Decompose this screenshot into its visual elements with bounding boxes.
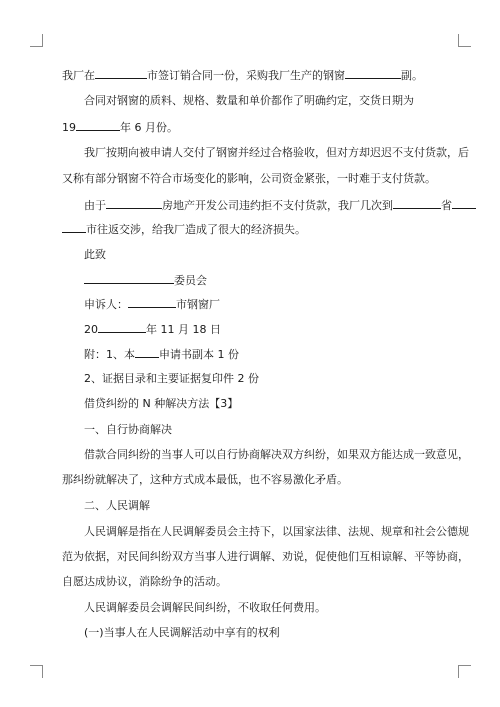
- blank-field: [452, 197, 476, 209]
- text-line-5: 又称有部分钢窗不符合市场变化的影响，公司资金紧张，一时难于支付货款。: [62, 172, 436, 185]
- blank-field: [393, 197, 441, 209]
- blank-field: [98, 321, 146, 333]
- text-line-10: [62, 296, 438, 313]
- text-line-11: [62, 321, 438, 338]
- text-segment: 年 11 月 18 日: [146, 323, 221, 336]
- text-line-7: [62, 221, 438, 238]
- text-line-17: 那纠纷就解决了，这种方式成本最低，也不容易激化矛盾。: [62, 473, 348, 486]
- text-segment: 附：1、本: [84, 348, 135, 361]
- text-segment: 申诉人：: [84, 298, 128, 311]
- text-line-21: 自愿达成协议，消除纷争的活动。: [62, 575, 227, 588]
- blank-field: [84, 272, 174, 284]
- crop-mark-top-left: [30, 34, 43, 47]
- crop-mark-top-right: [458, 34, 471, 47]
- blank-field: [76, 119, 120, 131]
- text-line-19: 人民调解是指在人民调解委员会主持下，以国家法律、法规、规章和社会公德规: [84, 525, 469, 538]
- text-line-18: 二、人民调解: [84, 499, 150, 512]
- text-segment: 市钢窗厂: [176, 298, 220, 311]
- blank-field: [95, 67, 147, 79]
- text-line-16: 借款合同纠纷的当事人可以自行协商解决双方纠纷，如果双方能达成一致意见，: [84, 448, 469, 461]
- text-segment: 20: [84, 323, 98, 336]
- text-line-6: [62, 197, 452, 214]
- blank-field: [62, 221, 86, 233]
- text-segment: 市往返交涉，给我厂造成了很大的经济损失。: [86, 223, 306, 236]
- text-segment: 由于: [84, 199, 106, 212]
- text-line-2: 合同对钢窗的质料、规格、数量和单价都作了明确约定，交货日期为: [84, 94, 414, 107]
- text-line-13: 2、证据目录和主要证据复印件 2 份: [84, 372, 259, 385]
- text-line-8: 此致: [84, 248, 106, 261]
- text-line-3: [62, 119, 438, 136]
- text-line-15: 一、自行协商解决: [84, 423, 172, 436]
- blank-field: [106, 197, 162, 209]
- blank-field: [128, 296, 176, 308]
- crop-mark-bottom-left: [30, 665, 43, 678]
- crop-mark-bottom-right: [458, 665, 471, 678]
- text-line-14: 借贷纠纷的 N 种解决方法【3】: [84, 397, 239, 410]
- text-line-4: 我厂按期向被申请人交付了钢窗并经过合格验收，但对方却迟迟不支付货款，后: [84, 146, 469, 159]
- text-segment: 申请书副本 1 份: [159, 348, 239, 361]
- text-segment: 我厂在: [62, 69, 95, 82]
- text-segment: 委员会: [174, 274, 207, 287]
- text-line-1: [62, 67, 438, 84]
- text-line-22: 人民调解委员会调解民间纠纷，不收取任何费用。: [84, 601, 326, 614]
- text-segment: 市签订销合同一份，采购我厂生产的钢窗: [147, 69, 345, 82]
- blank-field: [345, 67, 401, 79]
- text-line-12: [62, 346, 438, 363]
- blank-field: [135, 346, 159, 358]
- text-segment: 年 6 月份。: [120, 121, 178, 134]
- text-segment: 房地产开发公司违约拒不支付货款，我厂几次到: [162, 199, 393, 212]
- text-line-9: [62, 272, 438, 289]
- text-segment: 省: [441, 199, 452, 212]
- text-segment: 19: [62, 121, 76, 134]
- text-segment: 副。: [401, 69, 423, 82]
- text-line-23: (一)当事人在人民调解活动中享有的权利: [84, 626, 280, 639]
- text-line-20: 范为依据，对民间纠纷双方当事人进行调解、劝说，促使他们互相谅解、平等协商，: [62, 550, 469, 563]
